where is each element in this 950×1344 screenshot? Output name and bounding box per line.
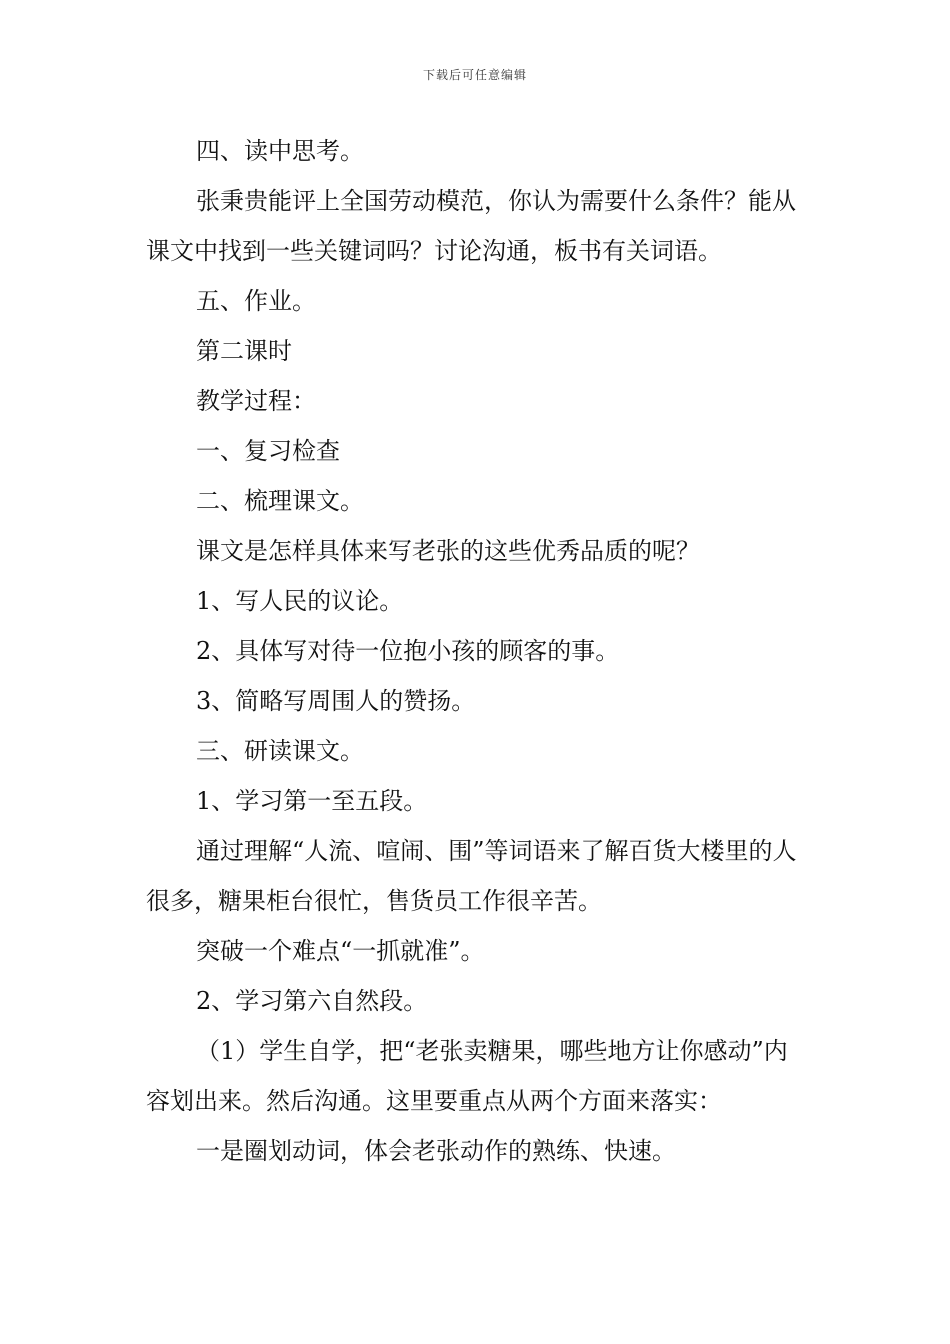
paragraph-question: 张秉贵能评上全国劳动模范，你认为需要什么条件？能从课文中找到一些关键词吗？讨论沟通，板书有关词语。: [146, 187, 796, 265]
paragraph-section-five: 五、作业。: [196, 287, 316, 315]
paragraph-review: 一、复习检查: [196, 437, 340, 465]
paragraph-verbs: 一是圈划动词，体会老张动作的熟练、快速。: [196, 1137, 676, 1165]
paragraph-understanding: 通过理解“人流、喧闹、围”等词语来了解百货大楼里的人很多，糖果柜台很忙，售货员工作很辛苦。: [146, 837, 797, 915]
paragraph-item-2: 2、具体写对待一位抱小孩的顾客的事。: [196, 637, 620, 665]
paragraph-difficulty: 突破一个难点“一抓就准”。: [196, 937, 485, 965]
paragraph-outline-question: 课文是怎样具体来写老张的这些优秀品质的呢？: [196, 537, 700, 565]
paragraph-study-1-5: 1、学习第一至五段。: [196, 787, 428, 815]
paragraph-item-1: 1、写人民的议论。: [196, 587, 404, 615]
paragraph-self-study: （1）学生自学，把“老张卖糖果，哪些地方让你感动”内容划出来。然后沟通。这里要重点从两个方面来落实：: [146, 1037, 788, 1115]
paragraph-section-four: 四、读中思考。: [196, 137, 364, 165]
paragraph-study-6: 2、学习第六自然段。: [196, 987, 428, 1015]
paragraph-outline: 二、梳理课文。: [196, 487, 364, 515]
paragraph-teaching-process: 教学过程：: [196, 387, 316, 415]
paragraph-second-lesson: 第二课时: [196, 337, 292, 365]
paragraph-item-3: 3、简略写周围人的赞扬。: [196, 687, 476, 715]
paragraph-section-three: 三、研读课文。: [196, 737, 364, 765]
page-header: 下载后可任意编辑: [422, 68, 527, 82]
document-body: [146, 126, 811, 1176]
